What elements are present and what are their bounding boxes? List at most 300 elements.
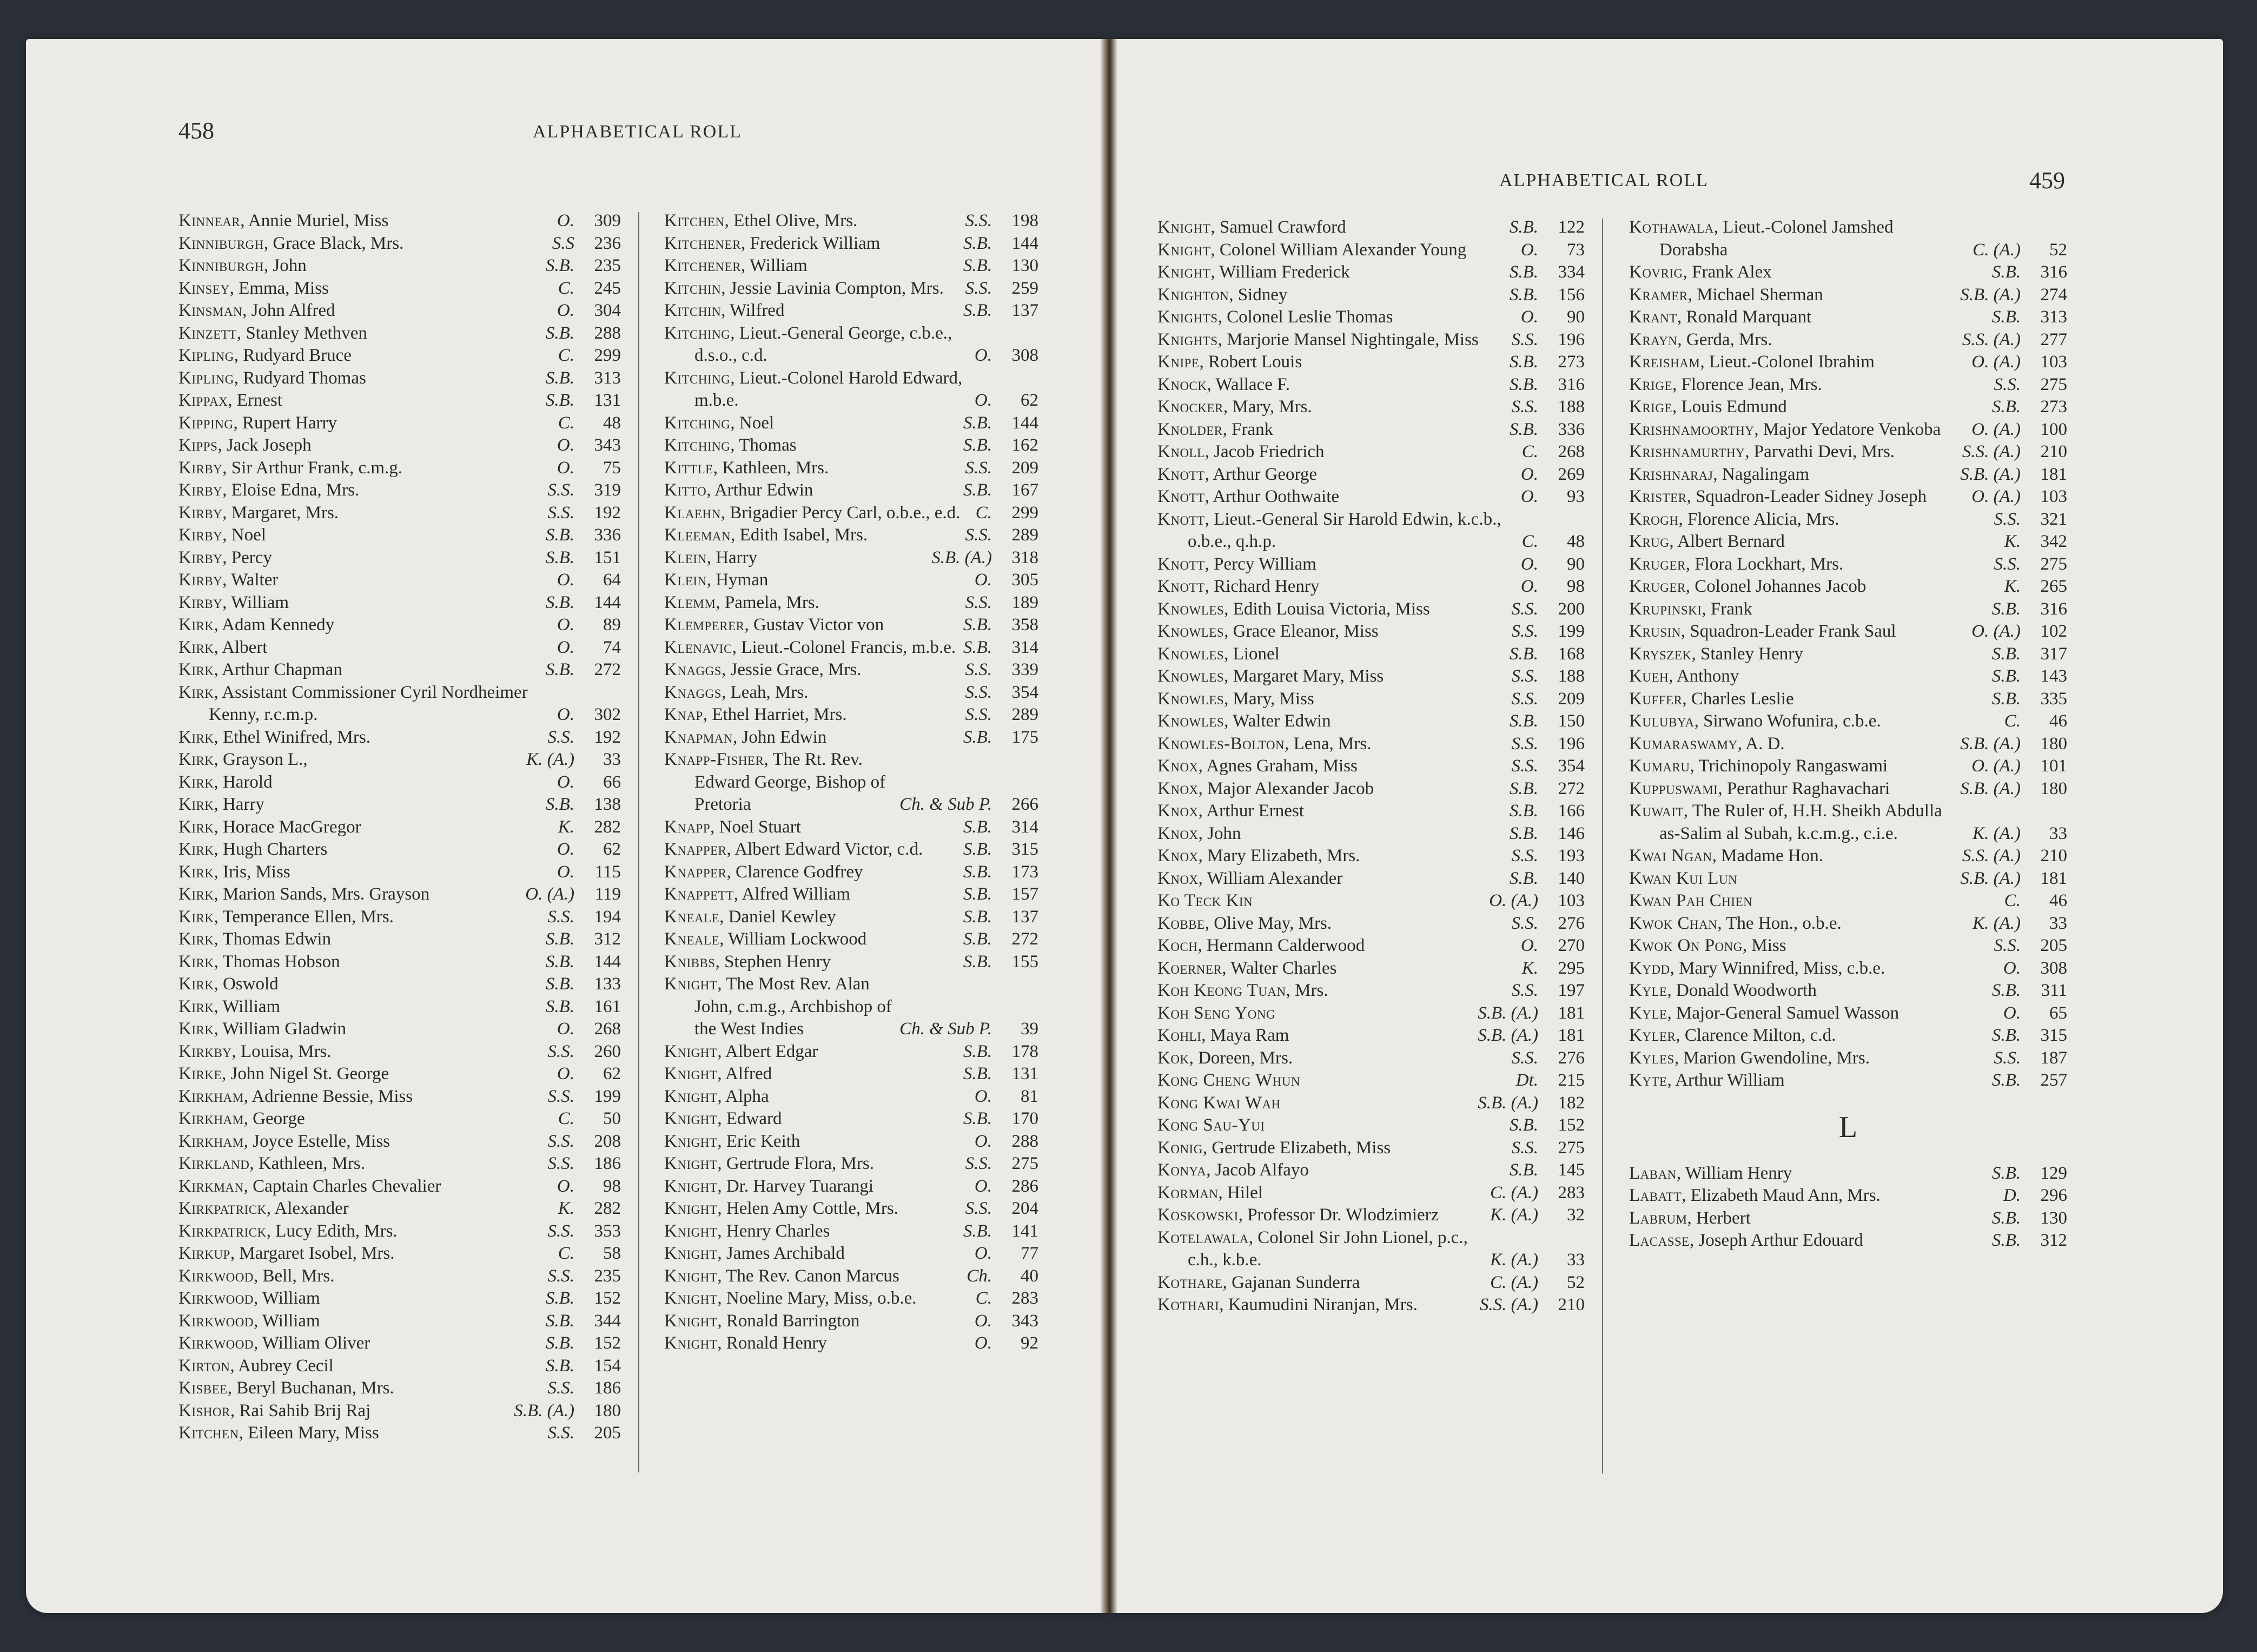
entry-surname: Knapper: [664, 840, 727, 859]
roll-entry: [178, 659, 621, 682]
entry-name: [1629, 755, 1965, 778]
entry-surname: Kinsey: [178, 278, 230, 298]
entry-given-names: , Charles Leslie: [1682, 689, 1794, 709]
entry-surname: Kirby: [178, 592, 223, 612]
entry-surname: Kirkpatrick: [178, 1221, 267, 1241]
entry-order-code: S.S.: [965, 1199, 992, 1218]
entry-page-number: 272: [594, 660, 621, 679]
roll-entry: [1629, 868, 2067, 890]
entry-order-code: O.: [974, 391, 992, 410]
entry-order-code: S.S.: [1511, 329, 1538, 349]
entry-name: [178, 1287, 539, 1310]
entry-page-number: 319: [594, 480, 621, 500]
entry-given-names: , Marion Sands, Mrs. Grayson: [214, 884, 430, 904]
entry-page-number: 316: [1558, 374, 1585, 394]
entry-surname: Knowles: [1157, 599, 1225, 619]
entry-page-number: 144: [1011, 413, 1038, 433]
entry-page-number: 192: [594, 727, 621, 747]
entry-order-code: S.S.: [965, 458, 992, 478]
entry-name: [664, 1063, 957, 1086]
entry-surname: Knight: [664, 1154, 718, 1173]
entry-name: [1629, 733, 1954, 756]
entry-page-number: 315: [2040, 1026, 2067, 1045]
entry-name: [1629, 486, 1965, 508]
entry-given-names: , Iris, Miss: [214, 862, 290, 882]
entry-surname: Knighton: [1157, 285, 1229, 305]
entry-given-names: , Maya Ram: [1201, 1026, 1289, 1045]
entry-given-names: , Frank: [1222, 419, 1274, 439]
entry-surname: Knight: [1157, 240, 1211, 260]
entry-name: [1157, 239, 1514, 262]
roll-entry: [178, 547, 621, 570]
entry-page-number: 282: [594, 817, 621, 837]
roll-entry: [178, 592, 621, 614]
roll-entry: [1157, 733, 1585, 756]
entry-surname: Krishnamoorthy: [1629, 419, 1755, 439]
entry-name: [178, 1063, 551, 1086]
entry-given-names: , Thomas: [730, 435, 797, 455]
entry-page-number: 354: [1011, 682, 1038, 702]
entry-given-names: , Alfred: [717, 1064, 772, 1083]
roll-entry: [178, 210, 621, 233]
entry-order-code: K.: [558, 1199, 574, 1218]
entry-surname: Kramer: [1629, 285, 1688, 305]
entry-surname: Krishnamurthy: [1629, 442, 1745, 461]
entry-given-names: , Herbert: [1687, 1208, 1751, 1228]
entry-page-number: 33: [603, 750, 621, 769]
entry-surname: Klemperer: [664, 615, 745, 635]
entry-order-code: D.: [2003, 1186, 2021, 1205]
entry-order-code: O.: [1520, 307, 1538, 327]
entry-surname: Knapper: [664, 862, 727, 882]
entry-surname: Kong Kwai Wah: [1157, 1093, 1281, 1113]
entry-page-number: 354: [1558, 756, 1585, 776]
entry-given-names: , Richard Henry: [1204, 577, 1320, 596]
entry-name: [664, 682, 959, 704]
entry-surname: Kruger: [1629, 577, 1686, 596]
entry-given-names: , Arthur Edwin: [706, 480, 813, 500]
entry-surname: Kirk: [178, 996, 214, 1016]
entry-name: [1629, 935, 1988, 957]
roll-entry: [178, 1063, 621, 1086]
entry-surname: Korman: [1157, 1182, 1219, 1202]
entry-surname: Kuppuswami: [1629, 778, 1718, 798]
entry-page-number: 215: [1558, 1071, 1585, 1090]
entry-name: [1157, 913, 1505, 935]
entry-page-number: 181: [2040, 464, 2067, 484]
entry-surname: Knapp-Fisher: [664, 750, 764, 769]
entry-page-number: 305: [1011, 570, 1038, 590]
entry-order-code: S.B.: [963, 1109, 992, 1128]
entry-name: [1157, 1047, 1505, 1070]
entry-surname: Knipe: [1157, 352, 1200, 372]
roll-entry: [178, 838, 621, 861]
entry-page-number: 302: [594, 705, 621, 724]
entry-name: [1157, 800, 1503, 823]
entry-name: [178, 502, 541, 525]
roll-entry: [1629, 710, 2067, 733]
entry-given-names: , William Alexander: [1198, 868, 1343, 888]
entry-name: [1157, 306, 1514, 329]
entry-surname: Kirk: [178, 951, 214, 972]
entry-surname: Knight: [664, 1244, 718, 1263]
entry-surname: Kirkwood: [178, 1311, 254, 1331]
entry-order-code: S.B.: [1509, 823, 1538, 843]
entry-page-number: 270: [1558, 936, 1585, 955]
entry-given-names: , Walter: [222, 570, 279, 590]
entry-page-number: 235: [594, 256, 621, 275]
entry-surname: Koh Keong Tuan: [1157, 981, 1286, 1000]
entry-given-names: , Edith Louisa Victoria, Miss: [1224, 599, 1430, 619]
entry-surname: Knap: [664, 705, 703, 724]
entry-surname: Koh Seng Yong: [1157, 1003, 1276, 1023]
entry-surname: Kirk: [178, 840, 214, 859]
entry-page-number: 265: [2040, 577, 2067, 596]
entry-page-number: 62: [603, 840, 621, 859]
entry-order-code: S.S.: [547, 1131, 574, 1151]
entry-order-code: S.S.: [547, 907, 574, 927]
entry-order-code: C.: [2004, 891, 2021, 910]
roll-entry: [1629, 329, 2067, 352]
entry-order-code: S.S.: [547, 1423, 574, 1443]
entry-given-names: , Major Alexander Jacob: [1198, 778, 1374, 798]
entry-surname: Knott: [1157, 464, 1205, 484]
entry-page-number: 308: [1011, 346, 1038, 365]
roll-entry: [664, 1243, 1038, 1265]
entry-surname: Kitchen: [178, 1423, 239, 1443]
roll-entry: [664, 524, 1038, 547]
entry-given-names: , Leah, Mrs.: [722, 682, 809, 702]
entry-given-names: , Mrs.: [1286, 981, 1328, 1000]
entry-order-code: K. (A.): [1973, 913, 2021, 933]
entry-page-number: 143: [2040, 666, 2067, 686]
roll-entry: [1157, 913, 1585, 935]
entry-given-names: , Bell, Mrs.: [253, 1266, 335, 1286]
entry-surname: Kitchener: [664, 256, 742, 275]
roll-entry: [1629, 284, 2067, 307]
entry-name: [1157, 1294, 1473, 1317]
entry-order-code: S.S.: [1511, 1048, 1538, 1068]
roll-entry: [178, 1220, 621, 1243]
entry-order-code: S.B.: [963, 233, 992, 253]
roll-entry: [1157, 1092, 1585, 1115]
entry-given-names: , Florence Alicia, Mrs.: [1678, 509, 1839, 529]
entry-page-number: 33: [1567, 1250, 1585, 1270]
entry-given-names: , Wallace F.: [1207, 374, 1290, 394]
entry-given-names: , Arthur William: [1667, 1071, 1785, 1090]
entry-order-code: S.S.: [1511, 1138, 1538, 1158]
left-page-column-2: [664, 210, 1038, 1355]
entry-order-code: S.B.: [545, 391, 574, 410]
roll-entry: [1629, 508, 2067, 531]
entry-name: [1629, 261, 1985, 284]
roll-entry: [1629, 261, 2067, 284]
entry-given-names: , Colonel Leslie Thomas: [1217, 307, 1393, 327]
entry-order-code: O.: [557, 705, 574, 724]
roll-entry: [664, 1063, 1038, 1086]
entry-surname: Kirkham: [178, 1109, 244, 1128]
entry-order-code: S.B. (A.): [1960, 868, 2021, 888]
entry-given-names: , Edith Isabel, Mrs.: [731, 525, 868, 545]
roll-entry: [1157, 665, 1585, 688]
entry-name: [1157, 1159, 1503, 1182]
entry-order-code: O.: [2003, 1003, 2021, 1023]
entry-given-names: , Gerda, Mrs.: [1677, 329, 1772, 349]
roll-entry: [178, 771, 621, 794]
entry-page-number: 336: [1558, 419, 1585, 439]
roll-entry: [1629, 553, 2067, 576]
entry-page-number: 308: [2040, 958, 2067, 978]
entry-surname: Knott: [1157, 509, 1205, 529]
entry-given-names: , Mary, Miss: [1224, 689, 1314, 709]
roll-entry: [1629, 957, 2067, 980]
entry-order-code: S.B.: [545, 1311, 574, 1331]
entry-page-number: 209: [1558, 689, 1585, 709]
entry-given-names: , Thomas Hobson: [214, 951, 340, 972]
entry-name: [178, 367, 539, 390]
entry-order-code: S.B. (A.): [931, 547, 992, 567]
entry-name: [1629, 1002, 1997, 1025]
roll-entry: [1629, 913, 2067, 935]
entry-order-code: S.S.: [1511, 599, 1538, 619]
entry-name: [1629, 576, 1998, 598]
roll-entry: [664, 883, 1038, 906]
roll-entry: [1157, 306, 1585, 329]
entry-given-names: , Lucy Edith, Mrs.: [266, 1221, 398, 1241]
roll-entry: [178, 951, 621, 974]
entry-surname: Kitching: [664, 435, 731, 455]
entry-surname: Kinniburgh: [178, 256, 264, 275]
entry-surname: Kreisham: [1629, 352, 1700, 372]
roll-entry: [1157, 935, 1585, 957]
entry-surname: Krige: [1629, 374, 1672, 394]
entry-order-code: C.: [1521, 442, 1538, 461]
entry-page-number: 73: [1567, 240, 1585, 260]
entry-name: [1157, 755, 1505, 778]
entry-given-names: , Lena, Mrs.: [1285, 734, 1372, 754]
entry-page-number: 93: [1567, 487, 1585, 506]
entry-order-code: C. (A.): [1973, 240, 2021, 260]
entry-given-names: , Elizabeth Maud Ann, Mrs.: [1682, 1186, 1881, 1205]
entry-page-number: 138: [594, 795, 621, 814]
entry-given-names: , Sirwano Wofunira, c.b.e.: [1694, 711, 1881, 731]
entry-page-number: 210: [1558, 1295, 1585, 1314]
entry-page-number: 144: [594, 951, 621, 972]
entry-page-number: 182: [1558, 1093, 1585, 1113]
entry-surname: Knowles: [1157, 711, 1225, 731]
entry-name: [1629, 1207, 1985, 1230]
roll-entry: [664, 906, 1038, 929]
roll-entry: [1629, 620, 2067, 643]
entry-surname: Knights: [1157, 307, 1218, 327]
entry-given-names: , The Hon., o.b.e.: [1717, 913, 1842, 933]
entry-page-number: 145: [1558, 1160, 1585, 1180]
entry-name: [1157, 688, 1505, 711]
entry-surname: Knox: [1157, 756, 1199, 776]
entry-page-number: 157: [1011, 884, 1038, 904]
entry-order-code: S.B.: [545, 323, 574, 343]
entry-surname: Laban: [1629, 1163, 1677, 1183]
entry-name: [178, 951, 539, 974]
entry-surname: Kirkpatrick: [178, 1199, 267, 1218]
roll-entry: [1629, 464, 2067, 486]
roll-entry: [1157, 755, 1585, 778]
entry-name: [1157, 329, 1505, 352]
entry-surname: Klein: [664, 570, 707, 590]
entry-order-code: O. (A.): [1971, 419, 2021, 439]
entry-surname: Kumaraswamy: [1629, 734, 1738, 754]
entry-name: [1157, 620, 1505, 643]
entry-name: [178, 1243, 552, 1265]
entry-name: [664, 300, 957, 322]
entry-surname: Kirk: [178, 772, 214, 792]
entry-page-number: 273: [2040, 397, 2067, 417]
entry-page-number: 193: [1558, 846, 1585, 865]
entry-page-number: 115: [594, 862, 621, 882]
entry-given-names: , Rudyard Thomas: [234, 368, 366, 388]
entry-name: [1157, 1204, 1484, 1227]
entry-given-names: , William: [253, 1311, 320, 1331]
entry-surname: Knights: [1157, 329, 1218, 349]
entry-given-names: , Annie Muriel, Miss: [240, 211, 389, 230]
entry-name: [178, 1332, 539, 1355]
entry-order-code: S.S.: [1511, 689, 1538, 709]
entry-surname: Knox: [1157, 868, 1199, 888]
entry-given-names: , Gertrude Flora, Mrs.: [717, 1154, 874, 1173]
entry-page-number: 152: [594, 1288, 621, 1308]
entry-order-code: K. (A.): [1490, 1250, 1538, 1270]
entry-surname: Kirby: [178, 547, 223, 567]
entry-page-number: 342: [2040, 532, 2067, 551]
entry-name: [664, 704, 959, 726]
entry-given-names: , Trichinopoly Rangaswami: [1690, 756, 1888, 776]
entry-surname: Knight: [664, 1199, 718, 1218]
entry-name: [178, 973, 539, 996]
book-gutter: [1101, 39, 1117, 1613]
roll-entry: [1629, 1162, 2067, 1185]
entry-order-code: C.: [2004, 711, 2021, 731]
entry-order-code: S.B.: [1509, 801, 1538, 821]
entry-surname: Kishor: [178, 1400, 230, 1420]
entry-given-names: , Madame Hon.: [1712, 846, 1823, 865]
entry-page-number: 315: [1011, 840, 1038, 859]
entry-order-code: S.S.: [547, 1154, 574, 1173]
roll-entry: [178, 322, 621, 345]
entry-name: [664, 1108, 957, 1131]
entry-surname: Kirkman: [178, 1176, 244, 1196]
entry-name: [664, 322, 968, 367]
entry-page-number: 187: [2040, 1048, 2067, 1068]
roll-entry: [664, 277, 1038, 300]
entry-given-names: , Frank: [1702, 599, 1752, 619]
roll-entry: [178, 1265, 621, 1288]
entry-name: [664, 1220, 957, 1243]
entry-surname: Krister: [1629, 487, 1687, 506]
entry-order-code: S.B.: [963, 817, 992, 837]
roll-entry: [1157, 598, 1585, 621]
entry-order-code: S.B.: [545, 368, 574, 388]
entry-order-code: S.B.: [545, 525, 574, 545]
entry-name: [1629, 957, 1997, 980]
entry-surname: Kyle: [1629, 981, 1667, 1000]
entry-surname: Kirk: [178, 615, 214, 635]
entry-given-names: , Ernest: [228, 391, 282, 410]
roll-entry: [178, 1198, 621, 1220]
entry-page-number: 235: [594, 1266, 621, 1286]
entry-page-number: 312: [2040, 1231, 2067, 1250]
entry-given-names: , Gajanan Sunderra: [1222, 1272, 1360, 1292]
entry-given-names: , Lieut.-Colonel Ibrahim: [1700, 352, 1875, 372]
entry-given-names: , Squadron-Leader Frank Saul: [1680, 622, 1896, 641]
entry-order-code: S.S.: [1511, 846, 1538, 865]
roll-entry: [1629, 980, 2067, 1002]
entry-order-code: S.B.: [1991, 599, 2021, 619]
entry-name: [664, 457, 959, 480]
entry-order-code: O.: [1520, 554, 1538, 574]
entry-surname: Kirby: [178, 480, 223, 500]
entry-page-number: 58: [603, 1244, 621, 1263]
roll-entry: [664, 1086, 1038, 1108]
entry-page-number: 32: [1567, 1205, 1585, 1225]
entry-given-names: , William Henry: [1676, 1163, 1792, 1183]
entry-page-number: 309: [594, 211, 621, 230]
entry-given-names: , Hermann Calderwood: [1197, 936, 1365, 955]
entry-page-number: 98: [1567, 577, 1585, 596]
entry-surname: Kitchin: [664, 278, 722, 298]
entry-given-names: , Olive May, Mrs.: [1204, 913, 1332, 933]
entry-given-names: , Frank Alex: [1683, 262, 1772, 282]
entry-name: [178, 883, 519, 906]
entry-surname: Krishnaraj: [1629, 464, 1713, 484]
entry-order-code: S.B.: [545, 1333, 574, 1353]
entry-name: [178, 233, 546, 255]
entry-order-code: C.: [558, 1244, 574, 1263]
entry-order-code: S.S.: [1511, 734, 1538, 754]
roll-entry: [664, 1220, 1038, 1243]
entry-order-code: S.B.: [1509, 1160, 1538, 1180]
entry-surname: Kipps: [178, 435, 218, 455]
roll-entry: [1629, 935, 2067, 957]
entry-order-code: S.S.: [965, 682, 992, 702]
roll-entry: [178, 345, 621, 367]
entry-name: [664, 1131, 968, 1153]
entry-order-code: S.S.: [1994, 374, 2021, 394]
entry-page-number: 64: [603, 570, 621, 590]
entry-surname: Kirkby: [178, 1041, 232, 1061]
entry-order-code: O.: [557, 615, 574, 635]
roll-entry: [664, 322, 1038, 367]
roll-entry: [1629, 1069, 2067, 1092]
entry-given-names: , Wilfred: [721, 301, 785, 320]
entry-name: [1157, 845, 1505, 868]
entry-surname: Kovrig: [1629, 262, 1683, 282]
entry-given-names: , William Frederick: [1210, 262, 1350, 282]
entry-order-code: S.B.: [545, 974, 574, 994]
entry-name: [664, 838, 957, 861]
entry-given-names: , Arthur Ernest: [1198, 801, 1304, 821]
entry-given-names: , William: [214, 996, 281, 1016]
roll-entry: [1629, 1047, 2067, 1070]
entry-given-names: , Albert Edward Victor, c.d.: [726, 840, 923, 859]
roll-entry: [1157, 778, 1585, 801]
entry-page-number: 259: [1011, 278, 1038, 298]
entry-order-code: S.S.: [965, 660, 992, 679]
entry-order-code: Ch. & Sub P.: [899, 795, 992, 814]
entry-order-code: S.S.: [965, 278, 992, 298]
entry-surname: Kitching: [664, 413, 731, 433]
entry-order-code: C.: [975, 503, 992, 523]
entry-surname: Kinnear: [178, 211, 241, 230]
